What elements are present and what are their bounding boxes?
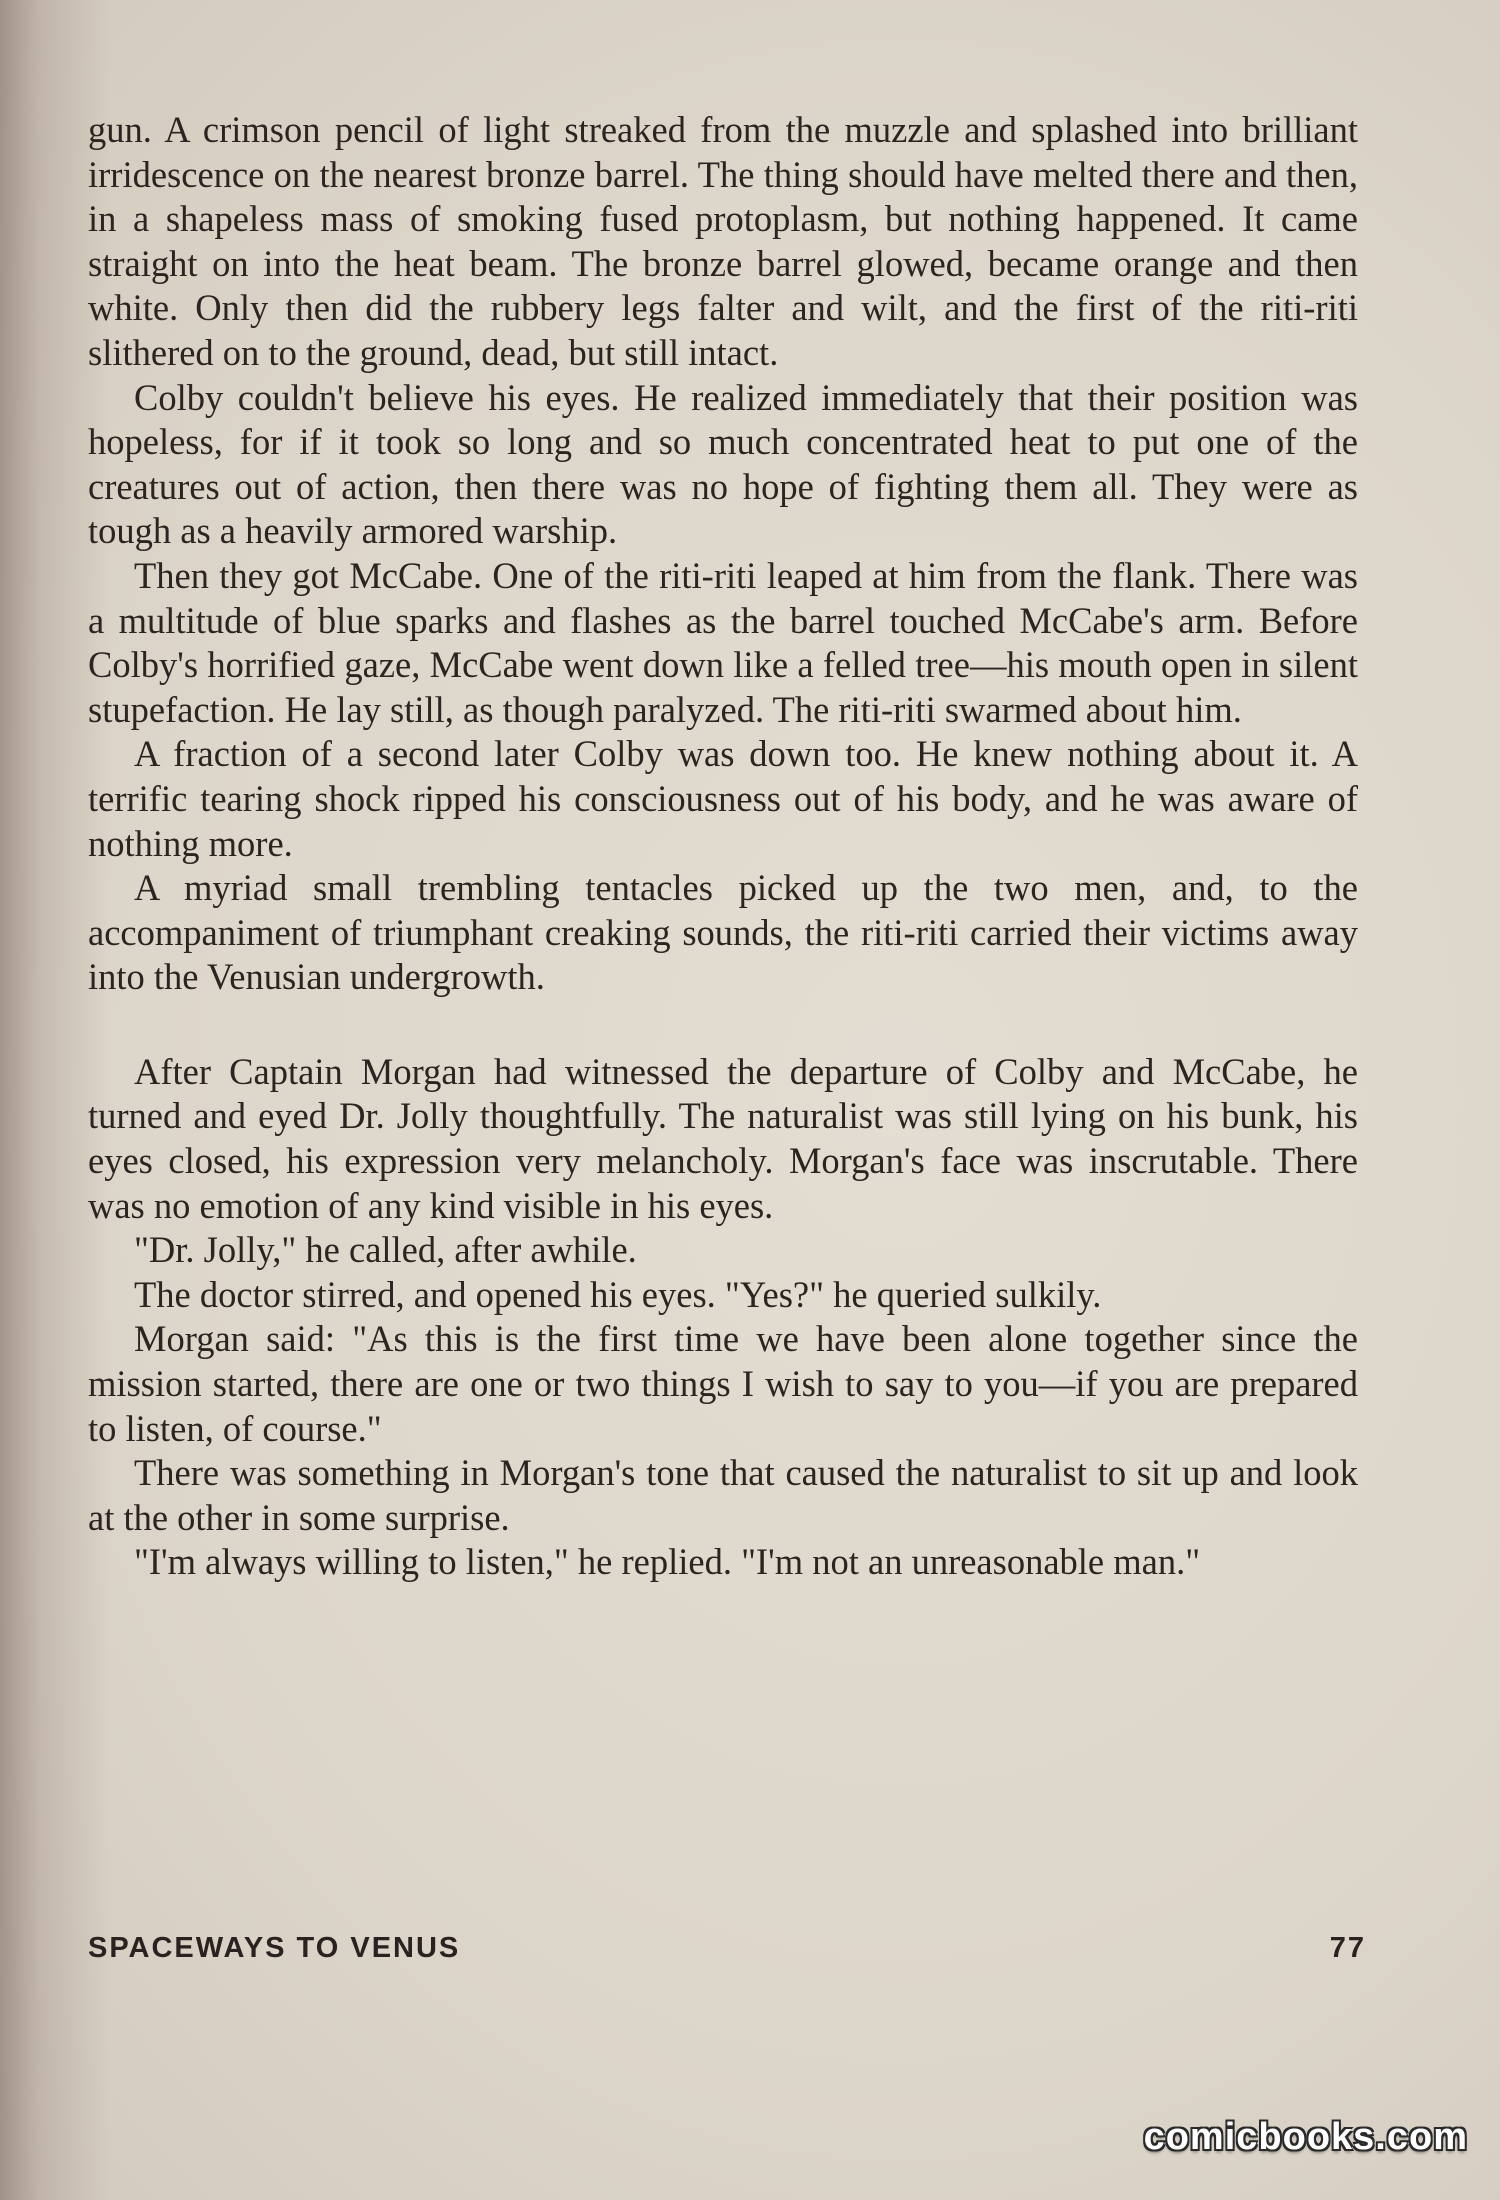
- page-number: 77: [1329, 1932, 1366, 1964]
- paragraph: gun. A crimson pencil of light streaked from the muzzle and splashed into brilliant irridescence on the nearest bronze barrel. The thing should have melted there and then, in a shapeless mass of smoking fused protoplasm, but nothing happened. It came straight on into the heat beam. The bronze barrel glowed, became orange and then white. Only then did the rubbery legs falter and wilt, and the first of the riti-riti slithered on to the ground, dead, but still intact.: [88, 109, 1358, 373]
- page-footer: [88, 1932, 1366, 1976]
- paragraph: The doctor stirred, and opened his eyes. "Yes?" he queried sulkily.: [134, 1273, 1102, 1315]
- paragraph: There was something in Morgan's tone that caused the naturalist to sit up and look at the other in some surprise.: [88, 1452, 1358, 1538]
- paragraph: A myriad small trembling tentacles picked up the two men, and, to the accompaniment of triumphant creaking sounds, the riti-riti carried their victims away into the Venusian undergrowth.: [88, 867, 1358, 998]
- running-title: SPACEWAYS TO VENUS: [88, 1932, 461, 1964]
- paragraph: Then they got McCabe. One of the riti-riti leaped at him from the flank. There was a multitude of blue sparks and flashes as the barrel touched McCabe's arm. Before Colby's horrified gaze, McCabe went down like a felled tree—his mouth open in silent stupefaction. He lay still, as though paralyzed. The riti-riti swarmed about him.: [88, 554, 1358, 730]
- body-text: [88, 108, 1358, 1585]
- paragraph: A fraction of a second later Colby was down too. He knew nothing about it. A terrific tearing shock ripped his consciousness out of his body, and he was aware of nothing more.: [88, 733, 1358, 864]
- watermark-logo: comicbooks.com: [1143, 2116, 1468, 2158]
- paragraph: Colby couldn't believe his eyes. He realized immediately that their position was hopeless, for if it took so long and so much concentrated heat to put one of the creatures out of action, then there was no hope of fighting them all. They were as tough as a heavily armored warship.: [88, 376, 1358, 552]
- paragraph: Morgan said: "As this is the first time we have been alone together since the mission started, there are one or two things I wish to say to you—if you are prepared to listen, of course.": [88, 1318, 1358, 1449]
- paragraph: After Captain Morgan had witnessed the departure of Colby and McCabe, he turned and eyed Dr. Jolly thoughtfully. The naturalist was still lying on his bunk, his eyes closed, his expression very melancholy. Morgan's face was inscrutable. There was no emotion of any kind visible in his eyes.: [88, 1050, 1358, 1226]
- paragraph: "Dr. Jolly," he called, after awhile.: [134, 1229, 637, 1271]
- paragraph: "I'm always willing to listen," he replied. "I'm not an unreasonable man.": [134, 1541, 1201, 1583]
